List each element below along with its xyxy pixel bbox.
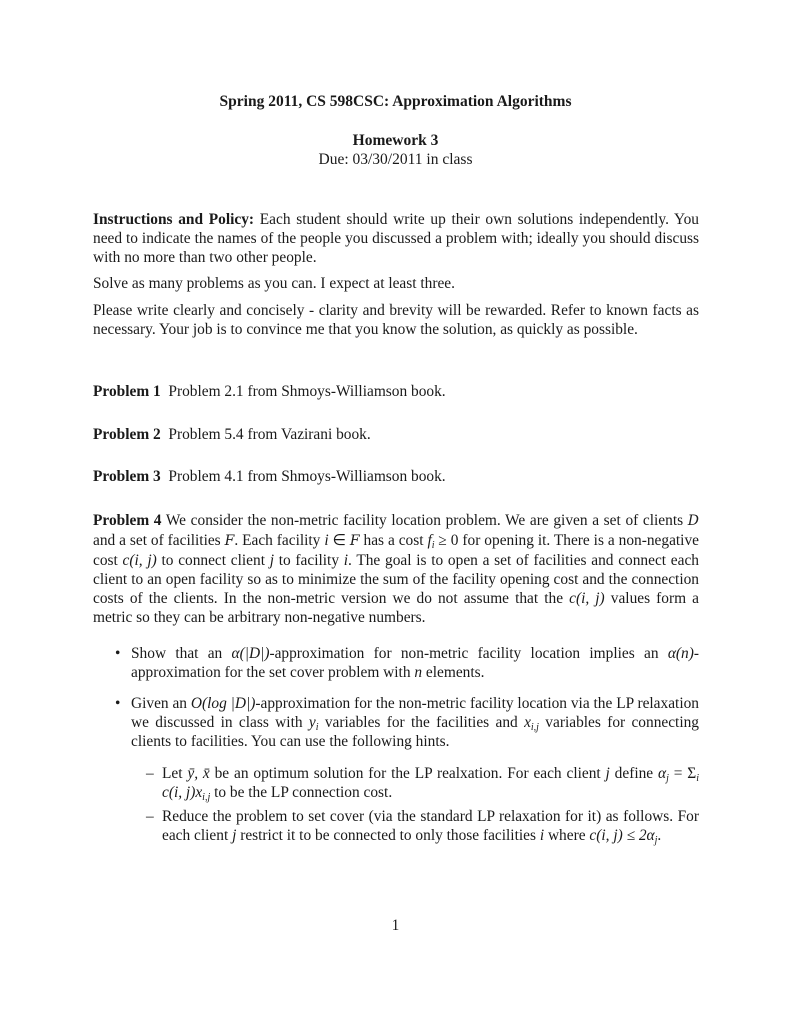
math-sub: i (315, 722, 319, 733)
problem-label: Problem 4 (93, 512, 162, 529)
bullet-item (115, 644, 699, 682)
math-alpha-n: α(n) (667, 645, 694, 662)
math-i: i (343, 552, 349, 569)
problem-text: for opening it. There is a non-negative cost (93, 532, 699, 569)
math-i: i (324, 532, 329, 549)
math-sub: i,j (202, 792, 211, 803)
math-facilities-set: F (224, 533, 235, 549)
problem-1 (93, 382, 699, 401)
math-in: ∈ (328, 532, 350, 549)
math-geq-zero: ≥ 0 (434, 532, 459, 549)
math-xij: x (524, 714, 531, 731)
math-sub: i,j (530, 722, 539, 733)
math-j: j (605, 765, 610, 782)
math-alpha-d: α(|D|) (231, 645, 270, 662)
math-j: j (269, 552, 274, 569)
course-title: Spring 2011, CS 598CSC: Approximation Algorithms (219, 93, 572, 110)
math-condition: c(i, j) ≤ 2α (589, 827, 655, 844)
problem-label: Problem 3 (93, 468, 161, 485)
hint-text: define (609, 765, 658, 782)
problem-text: and a set of facilities (93, 532, 225, 549)
problem-label: Problem 1 (93, 383, 161, 400)
bullet-text: -approximation for the set cover problem with (131, 645, 699, 681)
bullet-text: -approximation for the non-metric facility location via the LP relaxation we discussed in class with (131, 695, 699, 731)
page-number: 1 (391, 917, 400, 934)
hint-text: . (657, 827, 662, 844)
problem-text: Problem 4.1 from Shmoys-Williamson book. (168, 468, 446, 485)
hint-text: Reduce the problem to set cover (via the standard LP relaxation for it) as follows. For each client (162, 808, 699, 844)
solve-paragraph: Solve as many problems as you can. I expect at least three. (93, 275, 455, 292)
math-alpha: α (657, 765, 667, 782)
problem-2 (93, 425, 699, 444)
bullet-icon: • (115, 645, 121, 662)
hint-item (146, 807, 699, 846)
math-yi: y (308, 714, 316, 731)
problem-text: Problem 2.1 from Shmoys-Williamson book. (168, 383, 446, 400)
hint-text: to be the LP connection cost. (210, 784, 393, 801)
problem-text: to connect client (156, 552, 270, 569)
math-olog: O(log |D|) (190, 695, 256, 712)
problem-text: . Each facility (234, 532, 325, 549)
problem-text: . The goal is to open a set of facilities and connect each client to an open facility so as to minimize the sum of the facility opening cost and the connection costs of the clients. In the non-metric version we do not assume that the (93, 552, 699, 607)
instructions-text: Each student should write up their own solutions independently. You need to indicate the names of the people you discussed a problem with; ideally you should discuss with no more than two other people. (93, 211, 699, 266)
problem-text: values form a metric so they can be arbitrary non-negative numbers. (93, 590, 699, 626)
math-yx-bar: ȳ, x̄ (187, 765, 210, 782)
bullet-text: variables for the facilities and (318, 714, 525, 731)
hint-text: be an optimum solution for the LP realxation. For each client (209, 765, 606, 782)
hint-text: restrict it to be connected to only those facilities (236, 827, 540, 844)
math-fi: f (427, 532, 432, 549)
problem-text: has a cost (359, 532, 428, 549)
math-n: n (414, 664, 423, 681)
due-date: Due: 03/30/2011 in class (318, 151, 473, 168)
bullet-text: elements. (422, 664, 485, 681)
dash-icon: – (146, 765, 154, 782)
math-cij-x: c(i, j)x (162, 784, 203, 801)
math-sub: i (431, 540, 435, 551)
math-facilities-set: F (349, 533, 360, 549)
bullet-text: variables for connecting clients to facilities. You can use the following hints. (131, 714, 699, 750)
math-sub: j (654, 835, 658, 846)
dash-icon: – (146, 808, 154, 825)
bullet-icon: • (115, 695, 121, 712)
problem-4 (93, 511, 699, 627)
problem-text: Problem 5.4 from Vazirani book. (168, 426, 371, 443)
math-sum: = Σ (668, 765, 697, 782)
math-j: j (232, 827, 237, 844)
homework-title: Homework 3 (352, 132, 439, 149)
bullet-item (115, 694, 699, 751)
problem-text: to facility (273, 552, 344, 569)
math-cij: c(i, j) (569, 590, 605, 607)
math-sub: i (696, 773, 699, 784)
problem-3 (93, 467, 699, 486)
instructions-label: Instructions and Policy: (93, 211, 255, 228)
hint-text: Let (162, 765, 188, 782)
math-cij: c(i, j) (122, 552, 157, 569)
math-sub: j (666, 773, 669, 784)
write-paragraph: Please write clearly and concisely - clarity and brevity will be rewarded. Refer to known facts as necessary. Your job is to convince me that you know the solution, as quickly as possible. (93, 302, 699, 338)
problem-text: We consider the non-metric facility location problem. We are given a set of clients (165, 512, 688, 529)
math-i: i (539, 827, 545, 844)
problem-label: Problem 2 (93, 426, 161, 443)
hint-item (146, 764, 699, 803)
instructions-paragraph (93, 210, 699, 267)
bullet-text: Given an (131, 695, 191, 712)
bullet-text: Show that an (131, 645, 232, 662)
bullet-text: -approximation for non-metric facility location implies an (269, 645, 668, 662)
hint-text: where (544, 827, 590, 844)
math-clients-set: D (687, 513, 699, 529)
